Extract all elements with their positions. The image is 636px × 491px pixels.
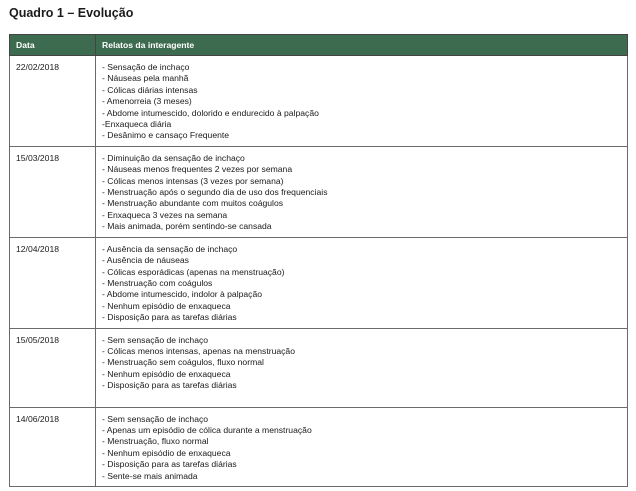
report-item: - Nenhum episódio de enxaqueca [102,368,231,379]
table-row [10,146,628,237]
report-item: - Enxaqueca 3 vezes na semana [102,209,228,220]
report-item: - Ausência da sensação de inchaço [102,243,238,254]
row-reports [96,146,628,237]
row-date: 15/03/2018 [10,146,96,237]
report-item: - Cólicas menos intensas, apenas na menstruação [102,345,295,356]
header-reports: Relatos da interagente [96,35,628,56]
row-reports [96,237,628,328]
report-item: - Desânimo e cansaço Frequente [102,130,230,141]
report-item: - Nenhum episódio de enxaqueca [102,447,231,458]
table-row [10,407,628,486]
report-item: - Apenas um episódio de cólica durante a menstruação [102,424,312,435]
row-date: 12/04/2018 [10,237,96,328]
report-item: - Nenhum episódio de enxaqueca [102,300,231,311]
report-item: -Enxaqueca diária [102,119,172,130]
report-item: - Cólicas diárias intensas [102,84,198,95]
table-caption: Quadro 1 – Evolução [9,6,134,20]
table-header-row [10,35,628,56]
report-item: - Menstruação sem coágulos, fluxo normal [102,357,264,368]
report-item: - Menstruação após o segundo dia de uso dos frequenciais [102,187,328,198]
report-item: - Disposição para as tarefas diárias [102,459,237,470]
row-reports [96,407,628,486]
table-row [10,237,628,328]
report-item: - Sem sensação de inchaço [102,413,209,424]
report-item: - Abdome intumescido, dolorido e endurecido à palpação [102,107,319,118]
report-item: - Náuseas pela manhã [102,73,189,84]
report-item: - Náuseas menos frequentes 2 vezes por semana [102,164,293,175]
report-item: - Disposição para as tarefas diárias [102,380,237,391]
table-row [10,56,628,147]
report-item: - Cólicas menos intensas (3 vezes por semana) [102,175,284,186]
row-reports [96,328,628,407]
report-item: - Cólicas esporádicas (apenas na menstruação) [102,266,285,277]
report-item: - Amenorreia (3 meses) [102,96,192,107]
report-item: - Diminuição da sensação de inchaço [102,152,245,163]
report-item: - Menstruação abundante com muitos coágulos [102,198,284,209]
report-item: - Ausência de náuseas [102,255,189,266]
report-item: - Mais animada, porém sentindo-se cansada [102,221,272,232]
row-date: 15/05/2018 [10,328,96,407]
table-row [10,328,628,407]
row-date: 22/02/2018 [10,56,96,147]
report-item: - Menstruação, fluxo normal [102,436,209,447]
evolution-table [9,34,628,487]
header-date: Data [10,35,96,56]
report-item: - Sente-se mais animada [102,470,198,481]
report-item: - Menstruação com coágulos [102,277,213,288]
row-date: 14/06/2018 [10,407,96,486]
report-item: - Abdome intumescido, indolor à palpação [102,289,263,300]
row-reports [96,56,628,147]
report-item: - Disposição para as tarefas diárias [102,312,237,323]
report-item: - Sensação de inchaço [102,62,190,72]
report-item: - Sem sensação de inchaço [102,334,209,345]
